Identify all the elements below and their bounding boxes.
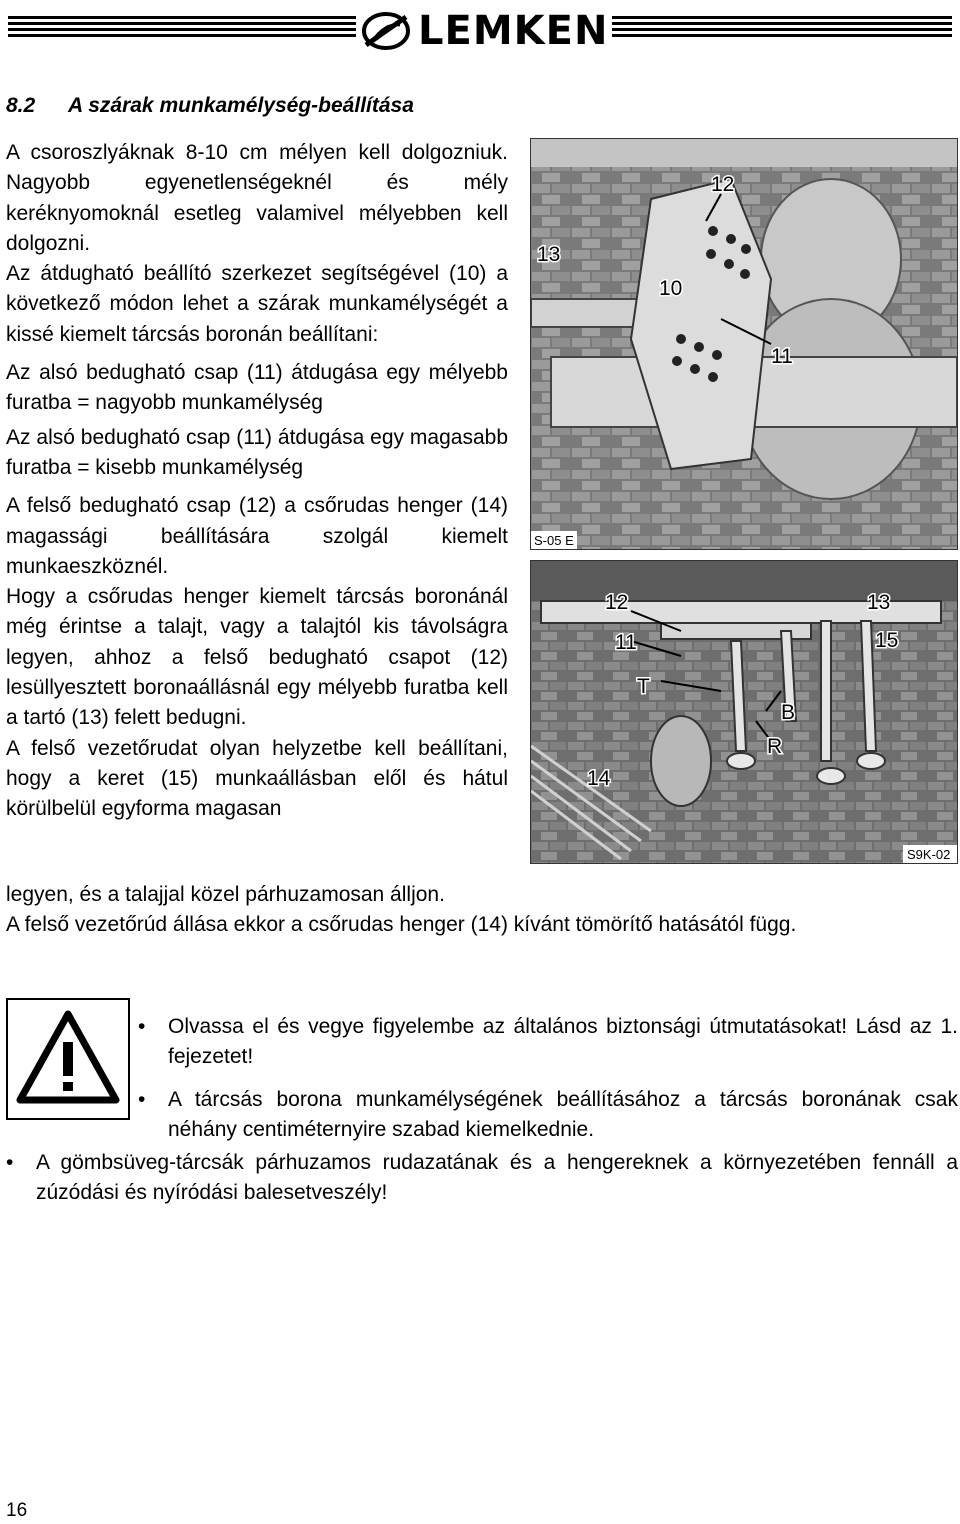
paragraph: A csoroszlyáknak 8-10 cm mélyen kell dolgozniuk. Nagyobb egyenetlenségeknél és mély keréknyomoknál esetleg valamivel mélyebben kell dolgozni. xyxy=(6,141,508,255)
figure1-label-11: 11 xyxy=(771,345,793,368)
warning-triangle-icon xyxy=(8,1000,128,1118)
figure1-code: S-05 E xyxy=(534,533,574,548)
warning-text: Olvassa el és vegye figyelembe az általános biztonsági útmutatásokat! Lásd az 1. fejezetet! xyxy=(168,1015,958,1069)
paragraph: legyen, és a talajjal közel párhuzamosan álljon. xyxy=(6,883,445,906)
figure2-label-B: B xyxy=(781,701,796,724)
bullet-icon: • xyxy=(138,1087,146,1111)
bullet-icon: • xyxy=(6,1151,14,1174)
figure1-label-13: 13 xyxy=(537,243,561,266)
bullet-icon: • xyxy=(138,1015,146,1038)
warning-list xyxy=(138,1012,958,1157)
figure-harrow-photo xyxy=(530,560,958,864)
page-number: 16 xyxy=(6,1500,28,1521)
paragraph: A felső vezetőrúd állása ekkor a csőrudas henger (14) kívánt tömörítő hatásától függ. xyxy=(6,913,797,937)
header-rule-left xyxy=(8,16,356,42)
brand-name: LEMKEN xyxy=(418,8,609,54)
page-header xyxy=(0,0,960,64)
warning-text: A gömbsüveg-tárcsák párhuzamos rudazatának és a hengereknek a környezetében fennáll a zúzódási és nyíródási balesetveszély! xyxy=(36,1151,958,1205)
figure2-label-14: 14 xyxy=(587,767,611,790)
figure2-label-R: R xyxy=(767,735,783,758)
brand-logo xyxy=(360,6,608,56)
warning-text: A tárcsás borona munkamélységének beállításához a tárcsás boronának csak néhány centiméternyire szabad kiemelkednie. xyxy=(168,1087,958,1141)
figure2-label-15: 15 xyxy=(875,629,899,652)
paragraph: Az alsó bedugható csap (11) átdugása egy magasabb furatba = kisebb munkamélység xyxy=(6,425,508,479)
figure2-label-11: 11 xyxy=(615,631,637,654)
warning-box xyxy=(6,998,130,1120)
list-item xyxy=(138,1085,958,1146)
paragraph: A felső bedugható csap (12) a csőrudas henger (14) magassági beállítására szolgál kiemelt munkaeszköznél. xyxy=(6,494,508,578)
warning-list-extra xyxy=(6,1148,958,1221)
text-column xyxy=(6,138,508,825)
figure2-label-12: 12 xyxy=(605,591,629,614)
list-item xyxy=(138,1012,958,1073)
paragraph: Hogy a csőrudas henger kiemelt tárcsás boronánál még érintse a talajt, vagy a talajtól kis távolságra legyen, ahhoz a felső bedugható csapot (12) lesüllyesztett boronaállásnál egy mélyebb furatba kell a tartó (13) felett bedugni. xyxy=(6,585,508,730)
figure1-label-10: 10 xyxy=(659,277,683,300)
paragraph: A felső vezetőrudat olyan helyzetbe kell beállítani, hogy a keret (15) munkaállásban elől és hátul körülbelül egyforma magasan xyxy=(6,736,508,821)
lemken-logo-icon xyxy=(360,9,412,53)
figure1-label-12: 12 xyxy=(711,173,735,196)
section-number: 8.2 xyxy=(6,94,36,117)
full-width-text xyxy=(6,880,958,941)
section-heading: A szárak munkamélység-beállítása xyxy=(68,94,414,117)
figure2-label-T: T xyxy=(637,675,650,698)
header-rule-right xyxy=(612,16,952,42)
figure-depth-adjuster-photo xyxy=(530,138,958,550)
paragraph: Az átdugható beállító szerkezet segítségével (10) a következő módon lehet a szárak munkamélységét a kissé kiemelt tárcsás boronán beállítani: xyxy=(6,262,508,346)
paragraph: Az alsó bedugható csap (11) átdugása egy mélyebb furatba = nagyobb munkamélység xyxy=(6,361,508,415)
section-title xyxy=(6,94,414,118)
figure2-label-13: 13 xyxy=(867,591,891,614)
figure2-code: S9K-02 xyxy=(907,847,951,862)
list-item xyxy=(6,1148,958,1209)
